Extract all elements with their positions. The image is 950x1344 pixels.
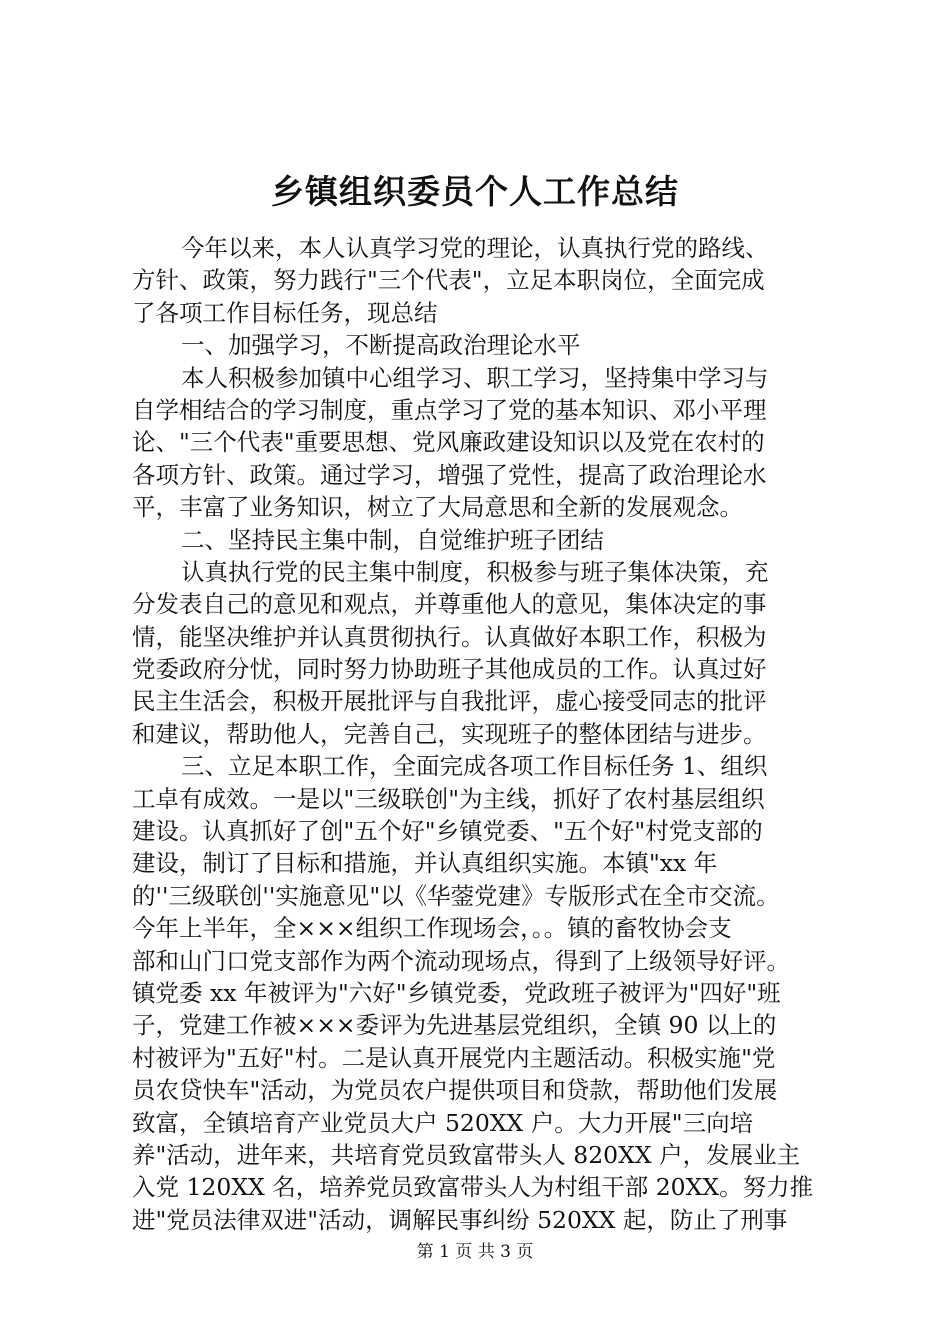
paragraph-line: 平，丰富了业务知识，树立了大局意思和全新的发展观念。 [132,493,743,522]
paragraph-line: 情，能坚决维护并认真贯彻执行。认真做好本职工作，积极为 [132,622,767,651]
section-heading: 三、立足本职工作，全面完成各项工作目标任务 1、组织 [181,752,768,781]
paragraph-line: 致富，全镇培育产业党员大户 520XX 户。大力开展"三向培 [132,1108,754,1137]
paragraph-line: 建设。认真抓好了创"五个好"乡镇党委、"五个好"村党支部的 [132,817,763,846]
paragraph-line: 今年上半年，全×××组织工作现场会，。。镇的畜牧协会支 [132,914,732,943]
paragraph-line: 部和山门口党支部作为两个流动现场点，得到了上级领导好评。 [132,946,790,975]
paragraph-line: 员农贷快车"活动，为党员农户提供项目和贷款，帮助他们发展 [132,1076,778,1105]
paragraph-line: 自学相结合的学习制度，重点学习了党的基本知识、邓小平理 [132,395,767,424]
document-body [132,232,832,1236]
paragraph-line: 了各项工作目标任务，现总结 [132,298,438,327]
paragraph-line: 方针、政策，努力践行"三个代表"，立足本职岗位，全面完成 [132,266,765,295]
section-heading: 二、坚持民主集中制，自觉维护班子团结 [181,525,604,554]
paragraph-line: 工卓有成效。一是以"三级联创"为主线，抓好了农村基层组织 [132,784,765,813]
paragraph-line: 论、"三个代表"重要思想、党风廉政建设知识以及党在农村的 [132,428,765,457]
paragraph-line: 进"党员法律双进"活动，调解民事纠纷 520XX 起，防止了刑事 [132,1205,788,1234]
document-title: 乡镇组织委员个人工作总结 [271,172,679,211]
paragraph-line: 本人积极参加镇中心组学习、职工学习，坚持集中学习与 [181,363,769,392]
section-heading: 一、加强学习，不断提高政治理论水平 [181,331,581,360]
paragraph-line: 的''三级联创''实施意见"以《华蓥党建》专版形式在全市交流。 [132,881,780,910]
paragraph-line: 镇党委 xx 年被评为"六好"乡镇党委，党政班子被评为"四好"班 [132,978,781,1007]
paragraph-line: 村被评为"五好"村。二是认真开展党内主题活动。积极实施"党 [132,1043,776,1072]
paragraph-line: 各项方针、政策。通过学习，增强了党性，提高了政治理论水 [132,460,767,489]
paragraph-line: 党委政府分忧，同时努力协助班子其他成员的工作。认真过好 [132,655,767,684]
paragraph-line: 民主生活会，积极开展批评与自我批评，虚心接受同志的批评 [132,687,767,716]
paragraph-line: 认真执行党的民主集中制度，积极参与班子集体决策，充 [181,557,769,586]
paragraph-line: 建设，制订了目标和措施，并认真组织实施。本镇"xx 年 [132,849,718,878]
paragraph-line: 今年以来，本人认真学习党的理论，认真执行党的路线、 [181,234,769,262]
paragraph-line: 养"活动，进年来，共培育党员致富带头人 820XX 户，发展业主 [132,1140,801,1169]
paragraph-line: 入党 120XX 名，培养党员致富带头人为村组干部 20XX。努力推 [132,1173,814,1202]
paragraph-line: 分发表自己的意见和观点，并尊重他人的意见，集体决定的事 [132,590,767,619]
page-number-footer: 第 1 页 共 3 页 [416,1242,534,1262]
paragraph-line: 和建议，帮助他人，完善自己，实现班子的整体团结与进步。 [132,719,767,748]
paragraph-line: 子，党建工作被×××委评为先进基层党组织，全镇 90 以上的 [132,1011,777,1040]
